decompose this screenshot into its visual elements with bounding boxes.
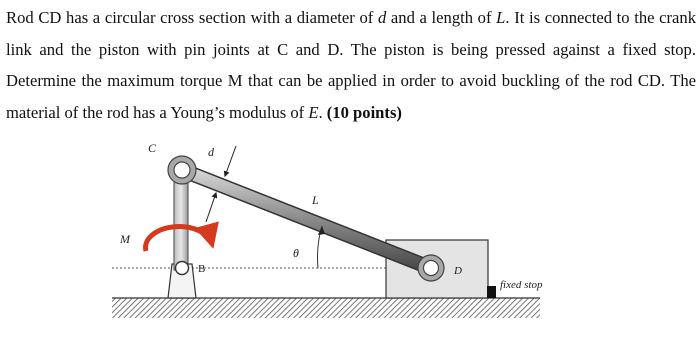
text-part-1: Rod CD has a circular cross section with a diameter of	[6, 8, 378, 27]
pin-B	[176, 262, 189, 275]
var-L: L	[496, 8, 506, 27]
label-C: C	[148, 141, 157, 155]
diameter-arrow-top	[225, 146, 236, 176]
points-label: (10 points)	[326, 102, 402, 122]
crank-link	[174, 170, 188, 270]
label-d: d	[208, 145, 214, 159]
label-B: B	[198, 263, 206, 275]
pin-D	[424, 261, 439, 276]
diameter-arrow-bottom	[206, 193, 216, 222]
text-part-2: and a length of	[386, 8, 497, 27]
pin-C	[174, 162, 190, 178]
label-L: L	[312, 193, 319, 207]
label-M: M	[120, 232, 130, 246]
label-fixed-stop: fixed stop	[500, 279, 543, 291]
text-part-3: . It is connected to the crank link and the piston with pin joints at C and D. The piston is being pressed against a fixed stop. Determine the maximum torque M that can be applied in order to avoid buckling of the rod CD. The material of the rod has a Young’s modulus of	[6, 8, 696, 122]
rod-CD-body	[182, 170, 431, 268]
label-D: D	[454, 265, 462, 277]
ground-hatch	[112, 298, 540, 318]
var-d: d	[377, 8, 387, 27]
fixed-stop	[487, 286, 496, 298]
var-E: E	[308, 102, 319, 122]
text-part-4: .	[318, 102, 327, 122]
label-theta: θ	[293, 246, 299, 260]
